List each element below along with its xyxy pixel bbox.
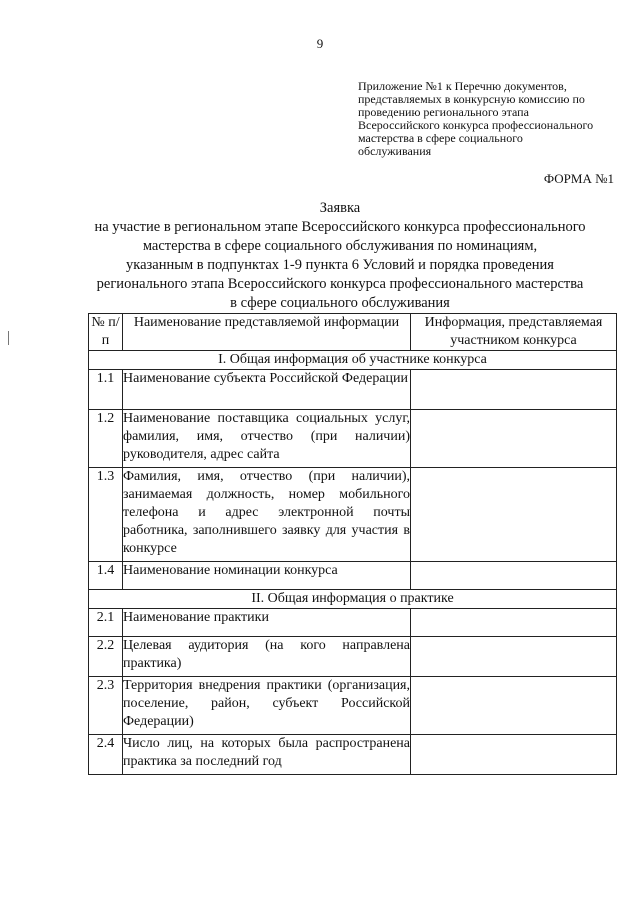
row-number: 1.2 <box>89 410 123 468</box>
row-number: 2.1 <box>89 609 123 637</box>
table-row <box>89 677 617 735</box>
row-info-name: Наименование номинации конкурса <box>123 562 411 590</box>
title-line: указанным в подпунктах 1-9 пункта 6 Условий и порядка проведения <box>126 257 554 273</box>
row-number: 2.3 <box>89 677 123 735</box>
table-row <box>89 735 617 775</box>
row-info-name: Число лиц, на которых была распространена практика за последний год <box>123 735 411 775</box>
row-info-name: Наименование субъекта Российской Федерации <box>123 370 411 410</box>
table-body <box>89 351 617 775</box>
title-line: в сфере социального обслуживания <box>230 295 450 311</box>
row-info-value-cell[interactable] <box>411 562 617 590</box>
appendix-line: мастерства в сфере социального <box>358 131 523 145</box>
header-info-value: Информация, представляемая участником конкурса <box>411 314 617 351</box>
appendix-line: Всероссийского конкурса профессионального <box>358 118 594 132</box>
section-title: I. Общая информация об участнике конкурса <box>89 351 617 370</box>
table-row <box>89 410 617 468</box>
appendix-line: обслуживания <box>358 144 432 158</box>
row-number: 2.4 <box>89 735 123 775</box>
table-row <box>89 609 617 637</box>
table-row <box>89 468 617 562</box>
row-info-value-cell[interactable] <box>411 370 617 410</box>
table-row <box>89 370 617 410</box>
table-row <box>89 562 617 590</box>
row-number: 2.2 <box>89 637 123 677</box>
title-line: регионального этапа Всероссийского конкурса профессионального мастерства <box>96 276 584 292</box>
header-number: № п/п <box>89 314 123 351</box>
row-info-value-cell[interactable] <box>411 609 617 637</box>
section-row <box>89 351 617 370</box>
row-info-value-cell[interactable] <box>411 468 617 562</box>
row-number: 1.1 <box>89 370 123 410</box>
margin-mark <box>8 331 9 345</box>
row-info-name: Наименование поставщика социальных услуг, фамилия, имя, отчество (при наличии) руководителя, адрес сайта <box>123 410 411 468</box>
appendix-note <box>358 80 614 158</box>
row-info-name: Целевая аудитория (на кого направлена практика) <box>123 637 411 677</box>
title-heading: Заявка <box>319 200 361 216</box>
form-label: ФОРМА №1 <box>543 171 614 186</box>
row-info-name: Фамилия, имя, отчество (при наличии), занимаемая должность, номер мобильного телефона и адрес электронной почты работника, заполнившего заявку для участия в конкурсе <box>123 468 411 562</box>
row-number: 1.3 <box>89 468 123 562</box>
title-line: мастерства в сфере социального обслуживания по номинациям, <box>142 238 538 254</box>
table-row <box>89 637 617 677</box>
document-title <box>60 199 620 313</box>
page-number: 9 <box>316 36 324 51</box>
section-row <box>89 590 617 609</box>
appendix-line: представляемых в конкурсную комиссию по <box>358 92 585 106</box>
appendix-line: проведению регионального этапа <box>358 105 529 119</box>
row-info-name: Территория внедрения практики (организация, поселение, район, субъект Российской Федерации) <box>123 677 411 735</box>
table-header-row <box>89 314 617 351</box>
appendix-line: Приложение №1 к Перечню документов, <box>358 79 567 93</box>
row-info-value-cell[interactable] <box>411 410 617 468</box>
row-info-value-cell[interactable] <box>411 735 617 775</box>
row-info-value-cell[interactable] <box>411 637 617 677</box>
title-line: на участие в региональном этапе Всероссийского конкурса профессионального <box>94 219 586 235</box>
row-number: 1.4 <box>89 562 123 590</box>
header-info-name: Наименование представляемой информации <box>123 314 411 351</box>
application-form-table <box>88 313 617 775</box>
row-info-name: Наименование практики <box>123 609 411 637</box>
row-info-value-cell[interactable] <box>411 677 617 735</box>
section-title: II. Общая информация о практике <box>89 590 617 609</box>
